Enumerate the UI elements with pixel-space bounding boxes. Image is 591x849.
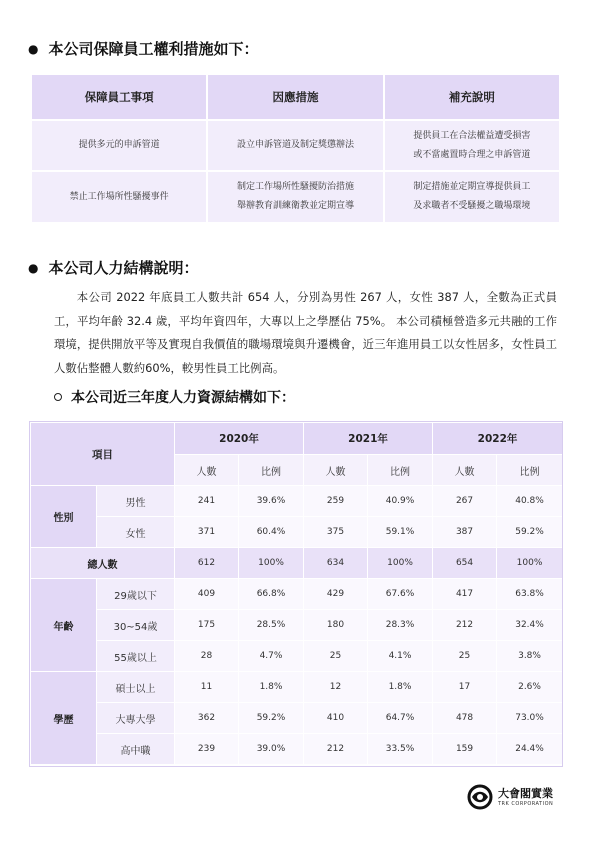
ratio-cell: 39.0% bbox=[239, 734, 304, 765]
ratio-cell: 24.4% bbox=[497, 734, 563, 765]
row-label: 30~54歲 bbox=[97, 610, 175, 641]
table-row bbox=[31, 672, 563, 703]
year-header: 2022年 bbox=[433, 423, 563, 455]
count-cell: 212 bbox=[433, 610, 497, 641]
count-cell: 180 bbox=[304, 610, 368, 641]
rights-table bbox=[30, 75, 561, 224]
company-logo bbox=[466, 783, 553, 811]
table-row bbox=[31, 579, 563, 610]
ratio-cell: 33.5% bbox=[368, 734, 433, 765]
ratio-cell: 40.9% bbox=[368, 486, 433, 517]
count-cell: 212 bbox=[304, 734, 368, 765]
ratio-cell: 59.2% bbox=[239, 703, 304, 734]
ratio-cell: 100% bbox=[368, 548, 433, 579]
rights-measure: 設立申訴管道及制定獎懲辦法 bbox=[208, 121, 382, 172]
year-header: 2021年 bbox=[304, 423, 433, 455]
gender-category: 性別 bbox=[31, 486, 97, 548]
rights-header-measure: 因應措施 bbox=[208, 75, 382, 121]
ratio-cell: 32.4% bbox=[497, 610, 563, 641]
count-header: 人數 bbox=[304, 455, 368, 486]
section-heading-structure bbox=[28, 257, 199, 278]
count-cell: 429 bbox=[304, 579, 368, 610]
structure-paragraph: 本公司 2022 年底員工人數共計 654 人，分別為男性 267 人，女性 387 人，全數為正式員工，平均年齡 32.4 歲，平均年資四年，大專以上之學歷佔 75%。 本公司積極營造多元共融的工作環境，提供開放平等及實現自我價值的職場環境與升遷機會，近三年進用員工以女性居多，女性員工人數佔整體人數約60%，較男性員工比例高。 bbox=[54, 290, 557, 375]
heading-text: 本公司人力結構說明： bbox=[48, 259, 199, 277]
count-cell: 159 bbox=[433, 734, 497, 765]
year-header: 2020年 bbox=[175, 423, 304, 455]
ratio-cell: 64.7% bbox=[368, 703, 433, 734]
bullet-icon: ● bbox=[28, 41, 39, 56]
count-cell: 478 bbox=[433, 703, 497, 734]
count-cell: 11 bbox=[175, 672, 239, 703]
count-cell: 634 bbox=[304, 548, 368, 579]
count-cell: 612 bbox=[175, 548, 239, 579]
ratio-cell: 1.8% bbox=[239, 672, 304, 703]
ratio-cell: 4.7% bbox=[239, 641, 304, 672]
ratio-cell: 3.8% bbox=[497, 641, 563, 672]
rights-note: 提供員工在合法權益遭受損害 或不當處置時合理之申訴管道 bbox=[385, 121, 559, 172]
logo-subtitle: TRK CORPORATION bbox=[498, 800, 554, 807]
row-label: 55歲以上 bbox=[97, 641, 175, 672]
rights-item: 提供多元的申訴管道 bbox=[32, 121, 206, 172]
ratio-cell: 28.3% bbox=[368, 610, 433, 641]
count-cell: 410 bbox=[304, 703, 368, 734]
item-header: 項目 bbox=[31, 423, 175, 486]
count-cell: 259 bbox=[304, 486, 368, 517]
ratio-cell: 39.6% bbox=[239, 486, 304, 517]
row-label: 大專大學 bbox=[97, 703, 175, 734]
section-heading-rights bbox=[28, 38, 259, 59]
count-cell: 387 bbox=[433, 517, 497, 548]
rights-measure: 制定工作場所性騷擾防治措施 舉辦教育訓練衛教並定期宣導 bbox=[208, 172, 382, 224]
row-label: 女性 bbox=[97, 517, 175, 548]
table-row bbox=[31, 610, 563, 641]
sub-heading-hr bbox=[54, 387, 295, 407]
ratio-header: 比例 bbox=[368, 455, 433, 486]
count-cell: 362 bbox=[175, 703, 239, 734]
count-cell: 417 bbox=[433, 579, 497, 610]
count-cell: 12 bbox=[304, 672, 368, 703]
ratio-cell: 100% bbox=[239, 548, 304, 579]
ratio-cell: 63.8% bbox=[497, 579, 563, 610]
count-cell: 375 bbox=[304, 517, 368, 548]
table-row bbox=[32, 121, 559, 172]
count-cell: 25 bbox=[433, 641, 497, 672]
sub-heading-text: 本公司近三年度人力資源結構如下： bbox=[71, 390, 295, 406]
ratio-cell: 66.8% bbox=[239, 579, 304, 610]
logo-name: 大會閣實業 bbox=[498, 786, 553, 800]
count-cell: 28 bbox=[175, 641, 239, 672]
age-category: 年齡 bbox=[31, 579, 97, 672]
ratio-cell: 4.1% bbox=[368, 641, 433, 672]
table-row bbox=[31, 734, 563, 765]
count-cell: 239 bbox=[175, 734, 239, 765]
ratio-cell: 100% bbox=[497, 548, 563, 579]
table-row bbox=[31, 703, 563, 734]
table-row bbox=[31, 486, 563, 517]
rights-note: 制定措施並定期宣導提供員工 及求職者不受騷擾之職場環境 bbox=[385, 172, 559, 224]
ratio-cell: 40.8% bbox=[497, 486, 563, 517]
education-category: 學歷 bbox=[31, 672, 97, 765]
count-cell: 241 bbox=[175, 486, 239, 517]
row-label: 29歲以下 bbox=[97, 579, 175, 610]
ratio-cell: 28.5% bbox=[239, 610, 304, 641]
ratio-cell: 67.6% bbox=[368, 579, 433, 610]
ratio-cell: 60.4% bbox=[239, 517, 304, 548]
total-label: 總人數 bbox=[31, 548, 175, 579]
table-row bbox=[31, 517, 563, 548]
ratio-header: 比例 bbox=[239, 455, 304, 486]
count-cell: 654 bbox=[433, 548, 497, 579]
total-row bbox=[31, 548, 563, 579]
count-header: 人數 bbox=[433, 455, 497, 486]
rights-header-note: 補充說明 bbox=[385, 75, 559, 121]
count-cell: 409 bbox=[175, 579, 239, 610]
heading-text: 本公司保障員工權利措施如下： bbox=[48, 40, 259, 58]
count-cell: 175 bbox=[175, 610, 239, 641]
logo-mark-icon bbox=[466, 783, 494, 811]
ratio-cell: 59.1% bbox=[368, 517, 433, 548]
table-row bbox=[31, 641, 563, 672]
circle-bullet-icon bbox=[54, 393, 62, 401]
count-cell: 17 bbox=[433, 672, 497, 703]
table-row bbox=[32, 172, 559, 224]
hr-structure-table bbox=[30, 422, 563, 765]
rights-header-item: 保障員工事項 bbox=[32, 75, 206, 121]
rights-item: 禁止工作場所性騷擾事件 bbox=[32, 172, 206, 224]
row-label: 男性 bbox=[97, 486, 175, 517]
count-cell: 371 bbox=[175, 517, 239, 548]
count-header: 人數 bbox=[175, 455, 239, 486]
count-cell: 25 bbox=[304, 641, 368, 672]
bullet-icon: ● bbox=[28, 260, 39, 275]
ratio-cell: 59.2% bbox=[497, 517, 563, 548]
ratio-cell: 73.0% bbox=[497, 703, 563, 734]
ratio-header: 比例 bbox=[497, 455, 563, 486]
ratio-cell: 1.8% bbox=[368, 672, 433, 703]
row-label: 高中職 bbox=[97, 734, 175, 765]
ratio-cell: 2.6% bbox=[497, 672, 563, 703]
year-header-row bbox=[31, 423, 563, 455]
row-label: 碩士以上 bbox=[97, 672, 175, 703]
count-cell: 267 bbox=[433, 486, 497, 517]
